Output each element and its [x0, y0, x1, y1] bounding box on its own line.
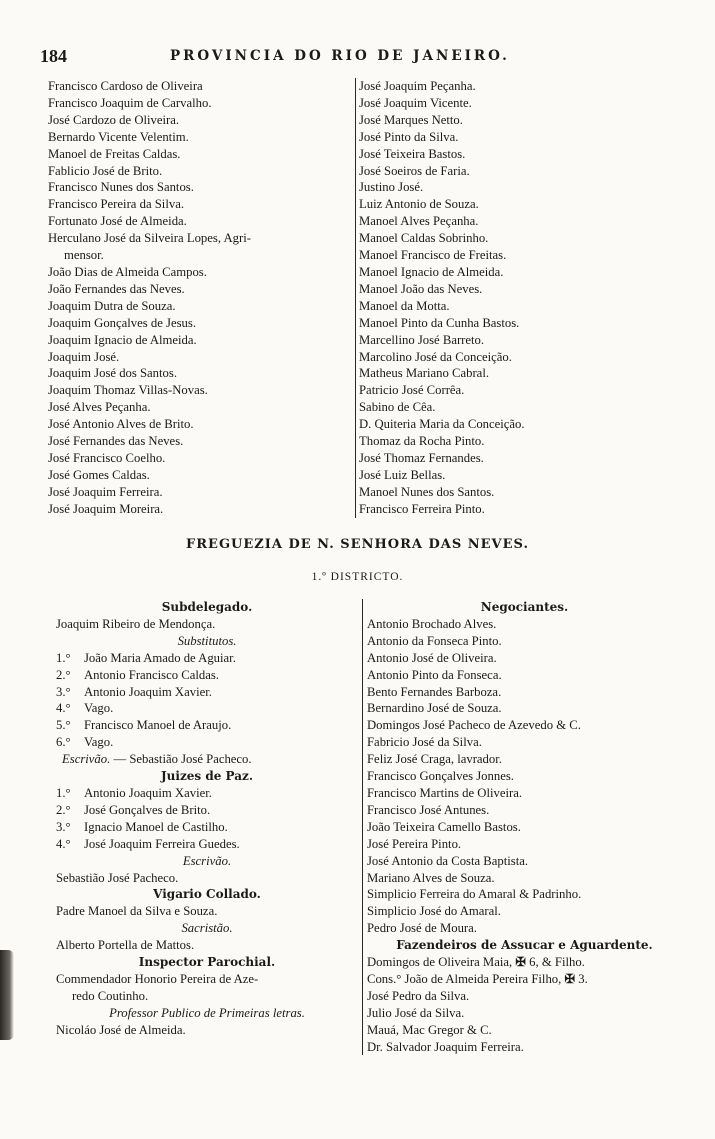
list-item: Antonio José de Oliveira. — [367, 650, 497, 665]
top-right-column — [355, 78, 659, 518]
list-item: Simplicio José do Amaral. — [367, 904, 501, 919]
list-item — [367, 971, 682, 988]
inspector-name-continuation: redo Coutinho. — [72, 988, 149, 1003]
page-number: 184 — [40, 46, 67, 66]
list-item: José Luiz Bellas. — [359, 467, 446, 482]
list-item: Manoel de Freitas Caldas. — [48, 146, 181, 161]
inspector-name: Commendador Honorio Pereira de Aze- — [56, 971, 259, 986]
list-item: José Joaquim Moreira. — [48, 501, 164, 516]
list-item: José Thomaz Fernandes. — [359, 450, 484, 465]
list-item — [56, 650, 358, 667]
sacristao-heading: Sacristão. — [181, 921, 233, 936]
list-item: Bernardo Vicente Velentim. — [48, 129, 189, 144]
list-item: José Fernandes das Neves. — [48, 434, 184, 449]
vigario-name: Padre Manoel da Silva e Souza. — [56, 904, 218, 919]
vigario-heading: Vigario Collado. — [153, 887, 261, 902]
list-item-continuation: mensor. — [64, 248, 104, 263]
juizes-heading: Juizes de Paz. — [160, 769, 253, 784]
list-item — [56, 717, 358, 734]
list-item: José Joaquim Peçanha. — [359, 79, 476, 93]
list-item: José Joaquim Ferreira. — [48, 484, 163, 499]
list-item: Fabricio José da Silva. — [367, 735, 482, 750]
list-item: João Fernandes das Neves. — [48, 281, 185, 296]
list-item: Marcolino José da Conceição. — [359, 349, 512, 364]
list-item: Fablicio José de Brito. — [48, 163, 163, 178]
list-item — [56, 819, 358, 836]
top-left-column — [48, 78, 354, 518]
list-item: Manoel da Motta. — [359, 298, 450, 313]
professor-heading: Professor Publico de Primeiras letras. — [109, 1005, 305, 1020]
escrivao-line — [56, 751, 358, 768]
person-name: João Maria Amado de Aguiar. — [84, 650, 236, 665]
list-item: José Pedro da Silva. — [367, 988, 470, 1003]
person-suffix: 3. — [578, 971, 588, 986]
list-item: Thomaz da Rocha Pinto. — [359, 434, 485, 449]
list-item: José Francisco Coelho. — [48, 450, 166, 465]
person-name: Vago. — [84, 701, 114, 716]
district-label: 1.º DISTRICTO. — [311, 571, 404, 583]
list-item: João Teixeira Camello Bastos. — [367, 819, 521, 834]
ordinal: 3.° — [56, 819, 71, 834]
list-item: Matheus Mariano Cabral. — [359, 366, 490, 381]
list-item — [56, 836, 358, 853]
ordinal: 1.° — [56, 785, 71, 800]
fazendeiros-heading: Fazendeiros de Assucar e Aguardente. — [396, 938, 653, 953]
negociantes-heading: Negociantes. — [480, 600, 569, 614]
escrivao2-heading: Escrivão. — [182, 853, 232, 868]
list-item — [56, 734, 358, 751]
list-item: Joaquim Ignacio de Almeida. — [48, 332, 197, 347]
ordinal: 2.° — [56, 802, 71, 817]
ordinal: 6.° — [56, 735, 71, 750]
list-item: Joaquim José. — [48, 349, 120, 364]
list-item: João Dias de Almeida Campos. — [48, 264, 207, 279]
list-item: Francisco Martins de Oliveira. — [367, 785, 523, 800]
list-item: Herculano José da Silveira Lopes, Agri- — [48, 231, 251, 246]
ordinal: 1.° — [56, 650, 71, 665]
list-item: Joaquim Thomaz Villas-Novas. — [48, 383, 208, 398]
list-item: Bernardino José de Souza. — [367, 701, 502, 716]
person-name: Vago. — [84, 735, 114, 750]
list-item: Mauá, Mac Gregor & C. — [367, 1022, 492, 1037]
list-item: Feliz José Craga, lavrador. — [367, 752, 502, 767]
list-item: Pedro José de Moura. — [367, 921, 477, 936]
list-item: José Soeiros de Faria. — [359, 163, 470, 178]
list-item: José Cardozo de Oliveira. — [48, 112, 180, 127]
list-item: Justino José. — [359, 180, 424, 195]
person-name: Domingos de Oliveira Maia, — [367, 955, 513, 970]
list-item — [56, 785, 358, 802]
substitutos-heading: Substitutos. — [177, 633, 237, 648]
sacristao-name: Alberto Portella de Mattos. — [56, 938, 195, 953]
list-item: Joaquim Dutra de Souza. — [48, 298, 176, 313]
list-item: Domingos José Pacheco de Azevedo & C. — [367, 718, 581, 733]
list-item: José Alves Peçanha. — [48, 400, 151, 415]
list-item: Manoel Francisco de Freitas. — [359, 248, 507, 263]
list-item: José Antonio Alves de Brito. — [48, 417, 194, 432]
person-name: Cons.° João de Almeida Pereira Filho, — [367, 971, 562, 986]
running-title: PROVINCIA DO RIO DE JANEIRO. — [170, 48, 510, 64]
person-name: José Joaquim Ferreira Guedes. — [84, 836, 240, 851]
page-edge-stain — [0, 950, 14, 1040]
section-title: FREGUEZIA DE N. SENHORA DAS NEVES. — [186, 537, 529, 552]
list-item — [367, 954, 682, 971]
bottom-left-column — [56, 599, 358, 1039]
list-item — [56, 684, 358, 701]
list-item: José Pereira Pinto. — [367, 836, 462, 851]
page-header — [40, 46, 680, 70]
list-item: Francisco Joaquim de Carvalho. — [48, 95, 212, 110]
bottom-right-column — [362, 599, 682, 1055]
list-item: Bento Fernandes Barboza. — [367, 684, 502, 699]
list-item: Sabino de Cêa. — [359, 400, 436, 415]
ordinal: 3.° — [56, 684, 71, 699]
list-item: José Gomes Caldas. — [48, 467, 150, 482]
list-item — [56, 667, 358, 684]
list-item: Julio José da Silva. — [367, 1005, 465, 1020]
list-item: Luiz Antonio de Souza. — [359, 197, 479, 212]
ordinal: 5.° — [56, 718, 71, 733]
list-item: Joaquim Gonçalves de Jesus. — [48, 315, 196, 330]
ordinal: 2.° — [56, 667, 71, 682]
list-item: Joaquim José dos Santos. — [48, 366, 177, 381]
list-item: José Antonio da Costa Baptista. — [367, 853, 529, 868]
escrivao-name: — Sebastião José Pacheco. — [113, 752, 252, 767]
escrivao-label: Escrivão. — [62, 752, 111, 767]
list-item: José Joaquim Vicente. — [359, 95, 472, 110]
list-item: Dr. Salvador Joaquim Ferreira. — [367, 1039, 524, 1054]
list-item: Manoel Nunes dos Santos. — [359, 484, 495, 499]
list-item: Francisco Pereira da Silva. — [48, 197, 184, 212]
escrivao2-name: Sebastião José Pacheco. — [56, 870, 179, 885]
person-name: Ignacio Manoel de Castilho. — [84, 819, 228, 834]
subdelegado-name: Joaquim Ribeiro de Mendonça. — [56, 616, 216, 631]
ordinal: 4.° — [56, 701, 71, 716]
list-item: Manoel Pinto da Cunha Bastos. — [359, 315, 520, 330]
person-name: Antonio Francisco Caldas. — [84, 667, 219, 682]
person-name: José Gonçalves de Brito. — [84, 802, 211, 817]
list-item: Simplicio Ferreira do Amaral & Padrinho. — [367, 887, 582, 902]
cross-icon: ✠ — [515, 955, 526, 970]
list-item: José Pinto da Silva. — [359, 129, 459, 144]
list-item: Francisco Cardoso de Oliveira — [48, 79, 203, 93]
person-name: Antonio Joaquim Xavier. — [84, 785, 212, 800]
ordinal: 4.° — [56, 836, 71, 851]
list-item: Manoel Alves Peçanha. — [359, 214, 479, 229]
list-item — [56, 700, 358, 717]
list-item: José Marques Netto. — [359, 112, 463, 127]
list-item — [56, 802, 358, 819]
list-item: Patricio José Corrêa. — [359, 383, 465, 398]
professor-name: Nicoláo José de Almeida. — [56, 1022, 186, 1037]
list-item: José Teixeira Bastos. — [359, 146, 466, 161]
inspector-heading: Inspector Parochial. — [138, 955, 276, 970]
list-item: Francisco Gonçalves Jonnes. — [367, 769, 514, 784]
list-item: Francisco Nunes dos Santos. — [48, 180, 194, 195]
list-item: Francisco José Antunes. — [367, 802, 490, 817]
list-item: Antonio Brochado Alves. — [367, 616, 497, 631]
list-item: Manoel Ignacio de Almeida. — [359, 264, 504, 279]
list-item: Manoel João das Neves. — [359, 281, 483, 296]
list-item: Fortunato José de Almeida. — [48, 214, 187, 229]
list-item: Antonio Pinto da Fonseca. — [367, 667, 502, 682]
person-name: Antonio Joaquim Xavier. — [84, 684, 212, 699]
person-name: Francisco Manoel de Araujo. — [84, 718, 232, 733]
person-suffix: 6, & Filho. — [529, 955, 585, 970]
cross-icon: ✠ — [564, 971, 576, 986]
subdelegado-heading: Subdelegado. — [161, 600, 253, 614]
list-item: Francisco Ferreira Pinto. — [359, 501, 485, 516]
list-item: Marcellino José Barreto. — [359, 332, 485, 347]
list-item: D. Quiteria Maria da Conceição. — [359, 417, 525, 432]
list-item: Antonio da Fonseca Pinto. — [367, 633, 502, 648]
list-item: Mariano Alves de Souza. — [367, 870, 495, 885]
list-item: Manoel Caldas Sobrinho. — [359, 231, 489, 246]
